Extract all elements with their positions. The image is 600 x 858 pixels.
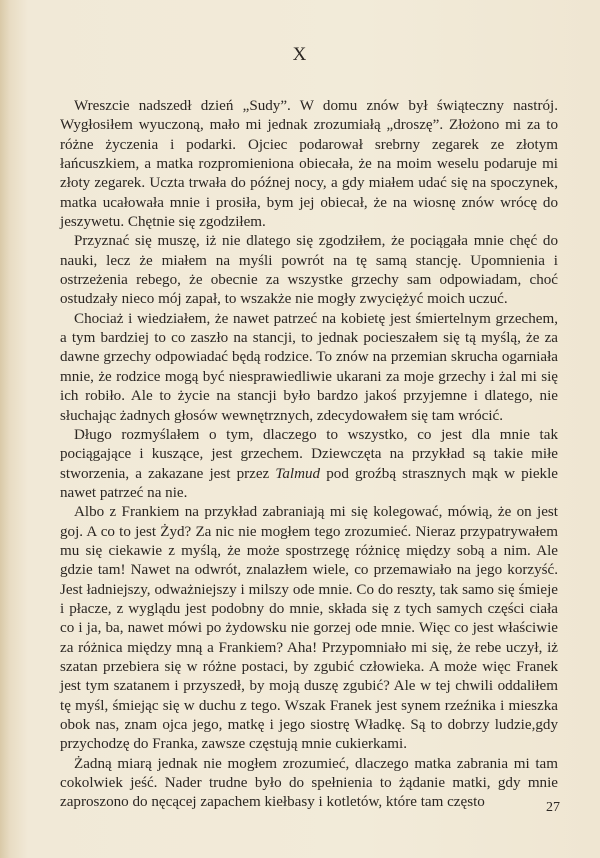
paragraph-text: Długo rozmyślałem o tym, dlaczego to wszystko, co jest dla mnie tak pociągające i kuszące, jest grzechem. Dziewczęta na przykład są takie miłe stworzenia, a zakazane jest przez (60, 426, 558, 482)
chapter-heading: X (292, 44, 308, 65)
book-title-italic: Talmud (275, 465, 321, 482)
paragraph: Chociaż i wiedziałem, że nawet patrzeć na kobietę jest śmiertelnym grzechem, a tym bardziej to co zaszło na stancji, to jednak pocieszałem się tą myślą, że za dawne grzechy odpowiadać będą rodzice. To znów na przemian skrucha ogarniała mnie, że rodzice mogą być niesprawiedliwie ukarani za moje grzechy i żal mi się ich robiło. Ale to życie na stancji było bardzo jakoś przyjemne i dlatego, nie słuchając żadnych głosów wewnętrznych, zdecydowałem się tam wrócić. (60, 310, 558, 424)
paragraph-text: pod groźbą strasznych mąk w piekle nawet patrzeć na nie. (60, 465, 558, 501)
paragraph: Albo z Frankiem na przykład zabraniają mi się kolegować, mówią, że on jest goj. A co to jest Żyd? Za nic nie mogłem tego zrozumieć. Nieraz przypatrywałem mu się ciekawie z myślą, że może spostrzegę różnicę między sobą a nim. Ale gdzie tam! Nawet na odwrót, znalazłem wiele, co przemawiało na jego korzyść. Jest ładniejszy, odważniejszy i milszy ode mnie. Co do reszty, tak samo się śmieje i płacze, z wyglądu jest podobny do mnie, składa się z tych samych części ciała co i ja, ba, nawet mówi po żydowsku nie gorzej ode mnie. Więc co jest właściwie za różnica między mną a Frankiem? Aha! Przypomniało mi się, że rebe uczył, iż szatan przebiera się w różne postaci, by zgubić człowieka. A może więc Franek jest tym szatanem i przyszedł, by moją duszę zgubić? Ale w tej chwili oddaliłem tę myśl, śmiejąc się w duchu z tego. Wszak Franek jest synem rzeźnika i mieszka obok nas, znam ojca jego, matkę i jego siostrę Władkę. Są to dobrzy ludzie,gdy przychodzę do Franka, zawsze częstują mnie cukierkami. (60, 504, 558, 753)
paragraph: Wreszcie nadszedł dzień „Sudy”. W domu znów był świąteczny nastrój. Wygłosiłem wyuczoną, mało mi jednak zrozumiałą „droszę”. Złożono mi za to różne życzenia i podarki. Ojciec podarował srebrny zegarek ze złotym łańcuszkiem, a matka rozpromieniona obiecała, że na moim weselu podaruje mi złoty zegarek. Uczta trwała do późnej nocy, a gdy miałem udać się na spoczynek, matka ucałowała mnie i prosiła, bym jej obiecał, że na wiosnę znów wrócę do jeszywetu. Chętnie się zgodziłem. (60, 98, 558, 231)
body-text (60, 97, 558, 813)
page-number: 27 (546, 800, 560, 815)
paragraph (60, 426, 558, 503)
paragraph: Przyznać się muszę, iż nie dlatego się zgodziłem, że pociągała mnie chęć do nauki, lecz że miałem na myśli powrót na tę samą stancję. Upomnienia i ostrzeżenia rebego, że obecnie za wszystke grzechy sam odpowiadam, choć ostudzały nieco mój zapał, to wszakże nie mogły zwyciężyć moich uczuć. (60, 233, 558, 308)
paragraph: Żadną miarą jednak nie mogłem zrozumieć, dlaczego matka zabrania mi tam cokolwiek jeść. Nader trudne było do spełnienia to żądanie matki, gdy mnie zaproszono do nęcącej zapachem kiełbasy i kotletów, które tam często (60, 755, 558, 811)
